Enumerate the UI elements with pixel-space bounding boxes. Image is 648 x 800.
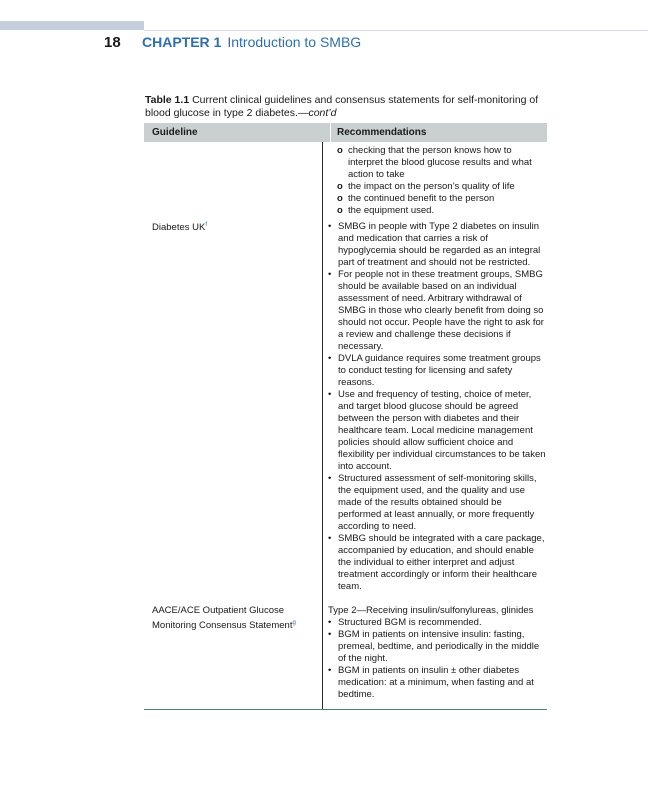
caption-text: Current clinical guidelines and consensus statements for self-monitoring of blood glucose in type 2 diabetes.— (145, 94, 539, 119)
list-item: o the continued benefit to the person (337, 193, 495, 204)
list-item: • Use and frequency of testing, choice of meter, and target blood glucose should be agreed between the person with diabetes and their healthcare team. Local medicine management policies should allow sufficient choice and flexibility per individual circumstances to be taken into account. (328, 389, 546, 472)
table-header-row (144, 123, 547, 142)
caption-contd: cont’d (308, 107, 337, 119)
list-item: • Structured BGM is recommended. (328, 617, 482, 628)
bullet-icon: • (328, 665, 332, 676)
column-divider (322, 142, 323, 709)
aace-intro: Type 2—Receiving insulin/sulfonylureas, glinides (328, 605, 534, 616)
list-item: o the equipment used. (337, 205, 435, 216)
circle-bullet-icon: o (337, 193, 343, 204)
bullet-icon: • (328, 221, 332, 232)
list-item: o the impact on the person’s quality of life (337, 181, 515, 192)
page-number: 18 (104, 34, 121, 51)
header-rule (144, 30, 648, 31)
continued-recommendations (328, 145, 546, 217)
circle-bullet-icon: o (337, 145, 343, 156)
list-item: • SMBG in people with Type 2 diabetes on insulin and medication that carries a risk of hypoglycemia should be regarded as an integral part of treatment and should not be restricted. (328, 221, 541, 268)
table-label: Table 1.1 (145, 94, 190, 106)
guideline-diabetes-uk: Diabetes $UK^f$ (152, 222, 208, 234)
running-header (104, 34, 361, 54)
bullet-icon: • (328, 617, 332, 628)
header-accent-bar (0, 21, 144, 30)
circle-bullet-icon: o (337, 205, 343, 216)
list-item: • BGM in patients on insulin ± other diabetes medication: at a minimum, when fasting and at bedtime. (328, 665, 534, 700)
bullet-icon: • (328, 269, 332, 280)
bullet-icon: • (328, 353, 332, 364)
bullet-icon: • (328, 629, 332, 640)
circle-bullet-icon: o (337, 181, 343, 192)
table-bottom-rule (144, 709, 547, 710)
list-item: • For people not in these treatment groups, SMBG should be available based on an individual assessment of need. Arbitrary withdrawal of SMBG in those who clearly benefit from doing so should not occur. People have the right to ask for a review and challenge these decisions if necessary. (328, 269, 544, 352)
list-item: • BGM in patients on intensive insulin: fasting, premeal, bedtime, and periodically in the middle of the night. (328, 629, 540, 664)
table-caption (145, 94, 547, 120)
guideline-aace-ace: AACE/ACE Outpatient Glucose Monitoring Consensus Statement$^g$ (152, 605, 296, 632)
bullet-icon: • (328, 473, 332, 484)
list-item: • DVLA guidance requires some treatment groups to conduct testing for licensing and safety reasons. (328, 353, 541, 388)
diabetes-uk-recommendations (328, 221, 546, 593)
column-header-recommendations: Recommendations (330, 123, 547, 142)
list-item: • Structured assessment of self-monitoring skills, the equipment used, and the quality and use made of the results obtained should be performed at least annually, or more frequently according to need. (328, 473, 537, 532)
list-item: o checking that the person knows how to interpret the blood glucose results and what action to take (337, 145, 532, 180)
bullet-icon: • (328, 533, 332, 544)
list-item: • SMBG should be integrated with a care package, accompanied by education, and should enable the individual to either interpret and adjust treatment accordingly or inform their healthcare team. (328, 533, 545, 592)
bullet-icon: • (328, 389, 332, 400)
chapter-label: CHAPTER 1 (142, 34, 222, 50)
aace-recommendations (328, 605, 546, 701)
chapter-title: Introduction to SMBG (227, 34, 362, 50)
reference-mark: f (205, 222, 208, 228)
reference-mark: g (292, 620, 296, 626)
column-header-guideline: Guideline (152, 127, 198, 138)
